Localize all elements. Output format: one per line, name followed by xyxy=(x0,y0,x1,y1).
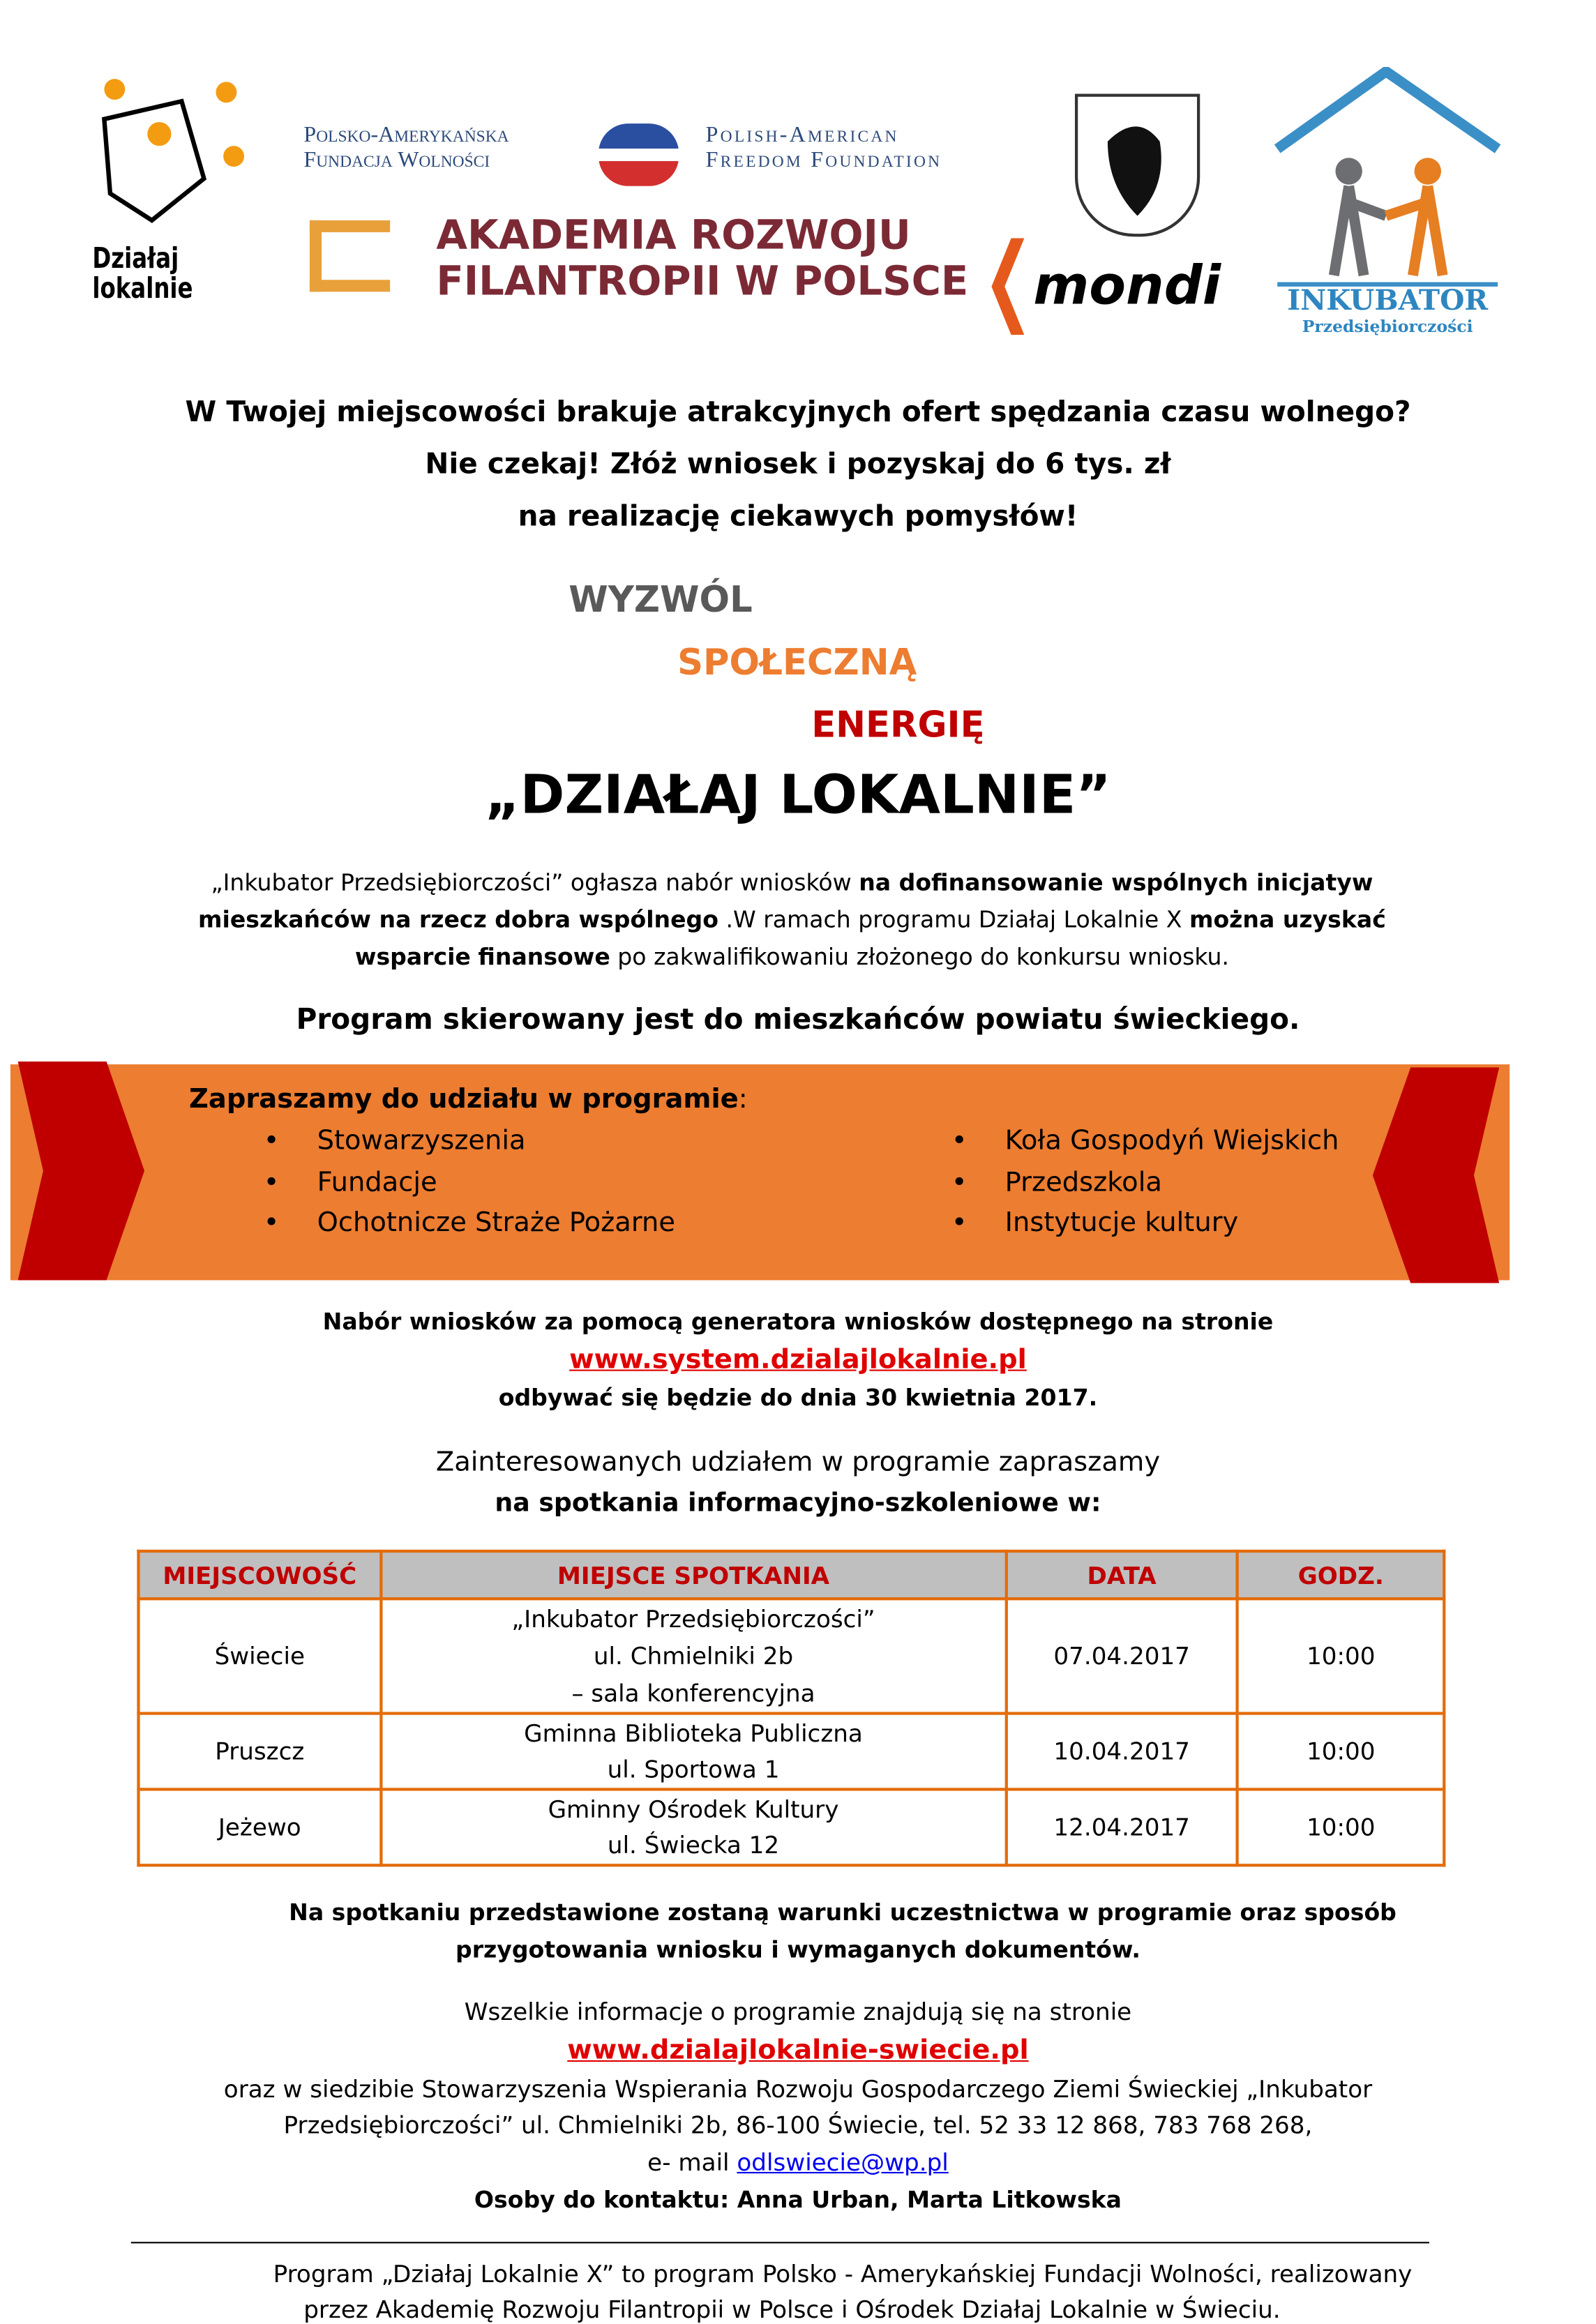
list-item: • Ochotnicze Straże Pożarne xyxy=(264,1203,675,1244)
inkubator-logo: INKUBATOR Przedsiębiorczości xyxy=(1274,67,1500,342)
slogan-word-3: ENERGIĘ xyxy=(811,704,985,746)
list-item: • Stowarzyszenia xyxy=(264,1121,675,1162)
flag-icon xyxy=(598,123,679,186)
announcement-paragraph: „Inkubator Przedsiębiorczości” ogłasza nabór wniosków na dofinansowanie wspólnych inicjatyw mieszkańców na rzecz dobra wspólnego .W ramach programu Działaj Lokalnie X można uzyskać wsparcie finansowe po zakwalifikowaniu złożonego do konkursu wniosku. xyxy=(198,869,1386,971)
contact-persons: Osoby do kontaktu: Anna Urban, Marta Litkowska xyxy=(474,2187,1122,2214)
invite-list-right xyxy=(951,1121,1339,1244)
program-title: „DZIAŁAJ LOKALNIE” xyxy=(485,765,1111,827)
meet-subtext: na spotkania informacyjno-szkoleniowe w: xyxy=(495,1488,1101,1518)
conditions-text: Na spotkaniu przedstawione zostaną warunki uczestnictwa w programie oraz sposób xyxy=(289,1899,1396,1926)
coat-of-arms-icon xyxy=(1075,93,1200,236)
intro-line: Nie czekaj! Złóż wniosek i pozyskaj do 6 tys. zł xyxy=(425,448,1171,481)
footer-text: Program „Działaj Lokalnie X” to program Polsko - Amerykańskiej Fundacji Wolności, realizowany xyxy=(273,2259,1413,2288)
list-item: • Koła Gospodyń Wiejskich xyxy=(951,1121,1339,1162)
nabor-text: Nabór wniosków za pomocą generatora wniosków dostępnego na stronie xyxy=(322,1308,1274,1336)
slogan-word-1: WYZWÓL xyxy=(569,579,753,621)
intro-line: na realizację ciekawych pomysłów! xyxy=(518,500,1078,534)
invite-heading: Zapraszamy do udziału w programie: xyxy=(189,1083,748,1115)
email-link[interactable]: odlswiecie@wp.pl xyxy=(737,2148,949,2177)
intro-line: W Twojej miejscowości brakuje atrakcyjnych ofert spędzania czasu wolnego? xyxy=(185,395,1411,429)
info-address: Przedsiębiorczości” ul. Chmielniki 2b, 86-100 Świecie, tel. 52 33 12 868, 783 768 268, xyxy=(283,2111,1313,2139)
info-mail: e- mail odlswiecie@wp.pl xyxy=(647,2148,949,2177)
table-row: Świecie „Inkubator Przedsiębiorczości” ul. Chmielniki 2b – sala konferencyjna 07.04.2017 10:00 xyxy=(138,1599,1444,1713)
table-header-row: MIEJSCOWOŚĆ MIEJSCE SPOTKANIA DATA GODZ. xyxy=(138,1551,1444,1599)
footer-text: przez Akademię Rozwoju Filantropii w Polsce i Ośrodek Działaj Lokalnie w Świeciu. xyxy=(303,2295,1281,2324)
list-item: • Fundacje xyxy=(264,1162,675,1203)
arfp-icon xyxy=(310,220,390,292)
dzialaj-lokalnie-logo: Działaj lokalnie xyxy=(92,75,256,320)
arfp-logo: AKADEMIA ROZWOJU FILANTROPII W POLSCE xyxy=(436,213,969,305)
meet-text: Zainteresowanych udziałem w programie zapraszamy xyxy=(435,1447,1161,1479)
nabor-link-wrap xyxy=(0,1344,1596,1375)
invite-list-left xyxy=(264,1121,675,1244)
info-link-wrap xyxy=(0,2035,1596,2067)
mondi-logo: mondi xyxy=(991,238,1244,335)
conditions-text: przygotowania wniosku i wymaganych dokumentów. xyxy=(456,1936,1140,1964)
table-row: Jeżewo Gminny Ośrodek Kultury ul. Świecka 12 12.04.2017 10:00 xyxy=(138,1789,1444,1865)
pafw-en-logo: Polish-American Freedom Foundation xyxy=(705,123,942,173)
divider xyxy=(131,2242,1429,2243)
list-item: • Instytucje kultury xyxy=(951,1203,1339,1244)
slogan-word-2: SPOŁECZNĄ xyxy=(677,641,917,684)
target-audience: Program skierowany jest do mieszkańców powiatu świeckiego. xyxy=(296,1003,1300,1036)
info-address: oraz w siedzibie Stowarzyszenia Wspierania Rozwoju Gospodarczego Ziemi Świeckiej „Inkubator xyxy=(223,2075,1373,2104)
website-link[interactable]: www.dzialajlokalnie-swiecie.pl xyxy=(567,2035,1029,2067)
list-item: • Przedszkola xyxy=(951,1162,1339,1203)
info-text: Wszelkie informacje o programie znajdują się na stronie xyxy=(464,1998,1132,2026)
system-link[interactable]: www.system.dzialajlokalnie.pl xyxy=(569,1344,1027,1376)
nabor-deadline: odbywać się będzie do dnia 30 kwietnia 2017. xyxy=(498,1384,1098,1412)
meetings-table xyxy=(137,1550,1445,1867)
table-row: Pruszcz Gminna Biblioteka Publiczna ul. Sportowa 1 10.04.2017 10:00 xyxy=(138,1714,1444,1790)
pafw-logo: Polsko-Amerykańska Fundacja Wolności xyxy=(303,123,509,173)
